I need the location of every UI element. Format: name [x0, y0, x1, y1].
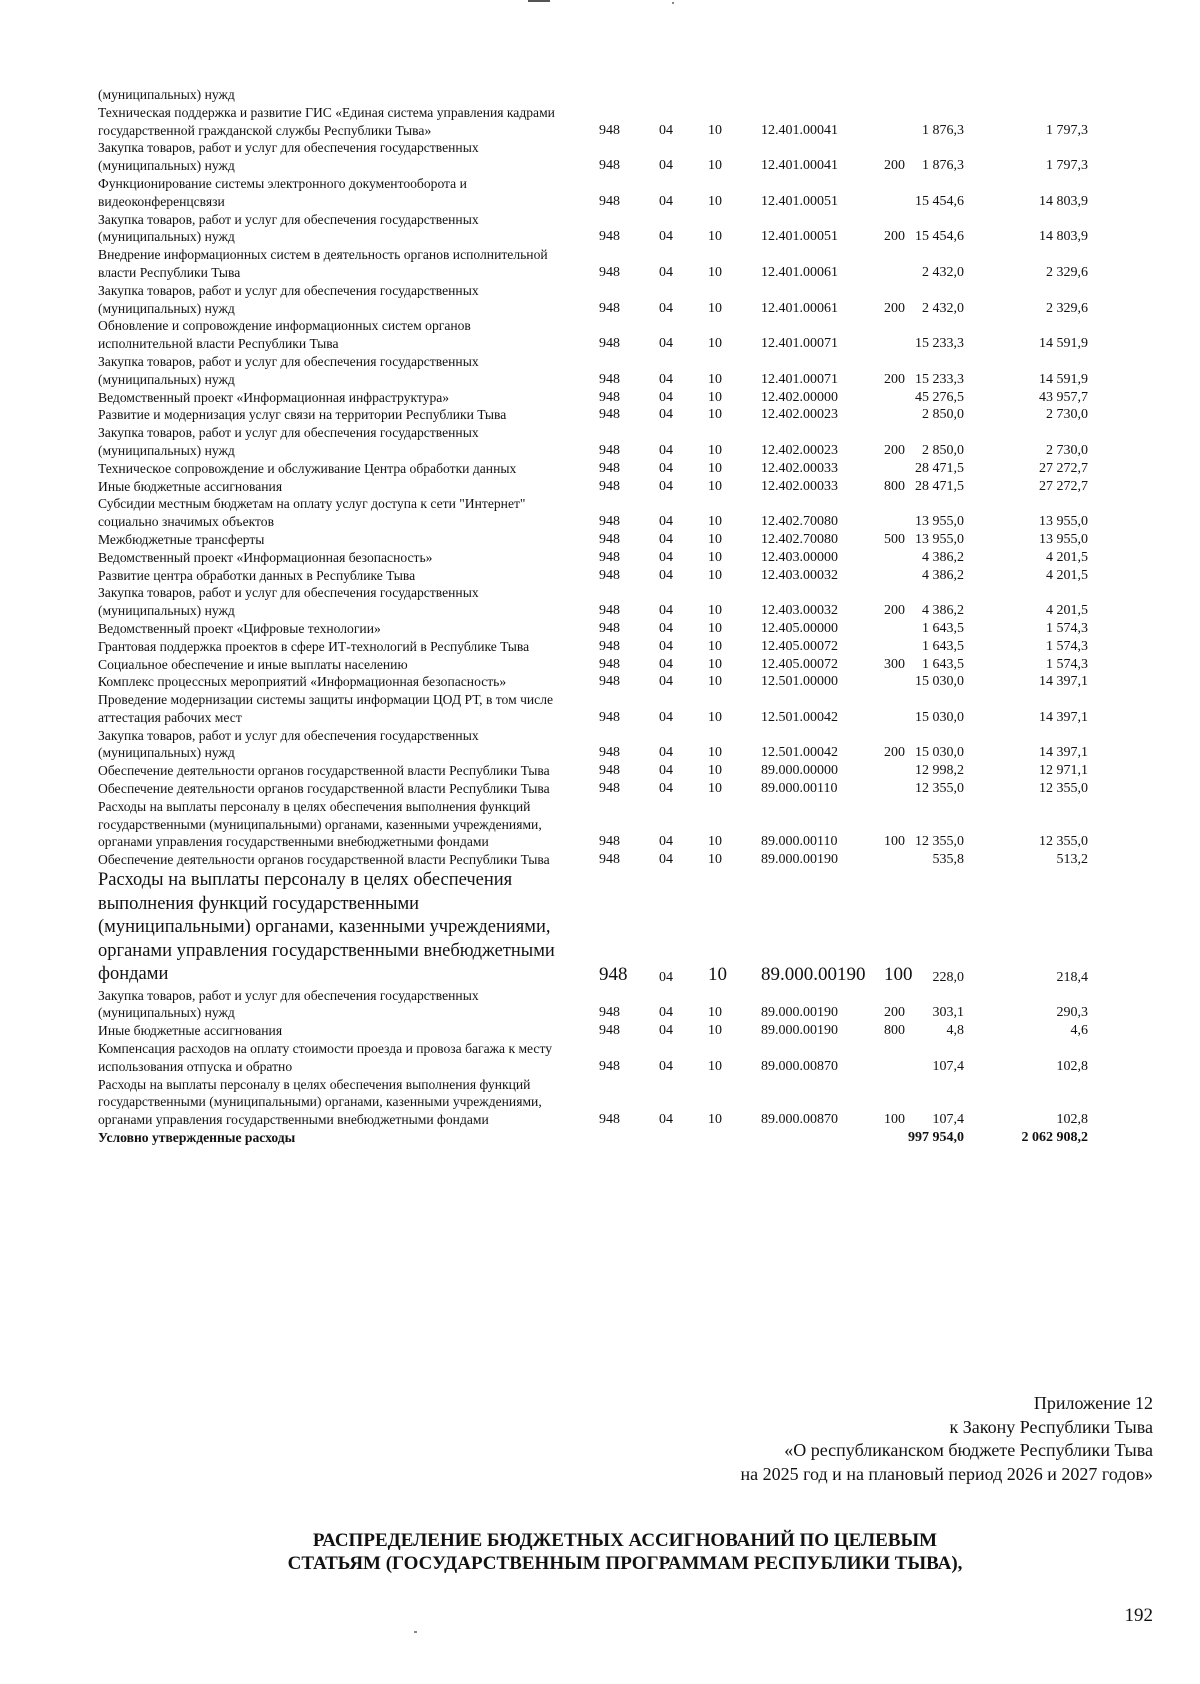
row-name: Техническое сопровождение и обслуживание Центра обработки данных [98, 460, 517, 476]
amount-2027: 2 730,0 [1046, 407, 1088, 423]
table-row [98, 638, 1158, 656]
grbs-code: 948 [599, 834, 620, 850]
amount-2026: 1 876,3 [922, 122, 964, 138]
row-name: Обеспечение деятельности органов государственной власти Республики Тыва [98, 852, 550, 868]
table-row [98, 246, 1158, 282]
section-code: 04 [659, 460, 673, 476]
table-row [98, 1022, 1158, 1040]
appendix-line: к Закону Республики Тыва [949, 1416, 1153, 1437]
grbs-code: 948 [599, 478, 620, 494]
appendix-header [740, 1392, 1153, 1486]
amount-2026: 4 386,2 [922, 603, 964, 619]
amount-2027: 14 591,9 [1039, 336, 1088, 352]
row-name: Закупка товаров, работ и услуг для обеспечения государственных (муниципальных) нужд [98, 425, 479, 458]
amount-2026: 107,4 [932, 1058, 964, 1074]
amount-2027: 14 397,1 [1039, 709, 1088, 725]
appendix-line: на 2025 год и на плановый период 2026 и 2027 годов» [740, 1463, 1153, 1484]
subsection-code: 10 [708, 193, 722, 209]
section-code: 04 [659, 1023, 673, 1039]
row-name: Условно утвержденные расходы [98, 1129, 296, 1145]
subsection-code: 10 [708, 336, 722, 352]
amount-2026: 2 432,0 [922, 264, 964, 280]
subsection-code: 10 [708, 745, 722, 761]
subsection-code: 10 [708, 1005, 722, 1021]
section-code: 04 [659, 763, 673, 779]
grbs-code: 948 [599, 1023, 620, 1039]
subsection-code: 10 [708, 442, 722, 458]
subsection-code: 10 [708, 763, 722, 779]
section-code: 04 [659, 852, 673, 868]
amount-2027: 12 355,0 [1039, 781, 1088, 797]
target-article-code: 12.401.00051 [761, 229, 838, 245]
expense-type-code: 500 [884, 531, 905, 547]
row-name: Закупка товаров, работ и услуг для обеспечения государственных (муниципальных) нужд [98, 282, 479, 316]
target-article-code: 89.000.00190 [761, 1023, 838, 1039]
table-row [98, 762, 1158, 780]
target-article-code: 12.501.00000 [761, 674, 838, 690]
section-code: 04 [659, 1112, 673, 1128]
budget-table [98, 86, 1158, 1147]
amount-2026: 535,8 [932, 852, 964, 868]
subsection-code: 10 [708, 603, 722, 619]
row-name: Закупка товаров, работ и услуг для обеспечения государственных (муниципальных) нужд [98, 727, 479, 761]
grbs-code: 948 [599, 549, 620, 565]
row-name: Развитие и модернизация услуг связи на территории Республики Тыва [98, 407, 507, 423]
table-row [98, 104, 1158, 140]
section-code: 04 [659, 300, 673, 316]
expense-type-code: 200 [884, 158, 905, 174]
amount-2027: 1 574,3 [1046, 620, 1088, 636]
grbs-code: 948 [599, 1112, 620, 1128]
subsection-code: 10 [708, 656, 722, 672]
target-article-code: 12.405.00072 [761, 638, 838, 654]
amount-2026: 28 471,5 [915, 460, 964, 476]
grbs-code: 948 [599, 638, 620, 654]
target-article-code: 12.402.00033 [761, 460, 838, 476]
grbs-code: 948 [599, 1058, 620, 1074]
table-row [98, 780, 1158, 798]
target-article-code: 12.405.00072 [761, 656, 838, 672]
table-row [98, 282, 1158, 318]
expense-type-code: 800 [884, 478, 905, 494]
section-code: 04 [659, 336, 673, 352]
target-article-code: 12.403.00032 [761, 603, 838, 619]
amount-2027: 14 397,1 [1039, 674, 1088, 690]
amount-2027: 513,2 [1056, 852, 1088, 868]
grbs-code: 948 [599, 745, 620, 761]
row-name: Обновление и сопровождение информационных систем органов исполнительной власти Республики Тыва [98, 318, 471, 352]
amount-2026: 12 998,2 [915, 763, 964, 779]
expense-type-code: 100 [884, 1112, 905, 1128]
grbs-code: 948 [599, 407, 620, 423]
expense-type-code: 200 [884, 442, 905, 458]
table-row [98, 86, 1158, 104]
grbs-code: 948 [599, 603, 620, 619]
section-code: 04 [659, 122, 673, 138]
expense-type-code: 300 [884, 656, 905, 672]
table-row [98, 798, 1158, 851]
row-name: Функционирование системы электронного документооборота и видеоконференцсвязи [98, 175, 467, 209]
amount-2027: 14 803,9 [1039, 229, 1088, 245]
section-code: 04 [659, 229, 673, 245]
subsection-code: 10 [708, 674, 722, 690]
subsection-code: 10 [708, 964, 727, 986]
subsection-code: 10 [708, 834, 722, 850]
subsection-code: 10 [708, 709, 722, 725]
grbs-code: 948 [599, 567, 620, 583]
section-code: 04 [659, 478, 673, 494]
grbs-code: 948 [599, 852, 620, 868]
section-code: 04 [659, 674, 673, 690]
appendix-line: «О республиканском бюджете Республики Тыва [784, 1440, 1153, 1460]
table-row [98, 727, 1158, 763]
target-article-code: 89.000.00190 [761, 1005, 838, 1021]
grbs-code: 948 [599, 531, 620, 547]
row-name: Грантовая поддержка проектов в сфере ИТ-технологий в Республике Тыва [98, 638, 530, 654]
target-article-code: 12.501.00042 [761, 745, 838, 761]
table-row [98, 549, 1158, 567]
row-name: Развитие центра обработки данных в Республике Тыва [98, 567, 416, 583]
table-row [98, 424, 1158, 460]
grbs-code: 948 [599, 781, 620, 797]
title-line: РАСПРЕДЕЛЕНИЕ БЮДЖЕТНЫХ АССИГНОВАНИЙ ПО ЦЕЛЕВЫМ [312, 1530, 938, 1551]
section-code: 04 [659, 1058, 673, 1074]
target-article-code: 89.000.00870 [761, 1112, 838, 1128]
amount-2027: 13 955,0 [1039, 531, 1088, 547]
subsection-code: 10 [708, 371, 722, 387]
amount-2027: 2 062 908,2 [1021, 1129, 1088, 1145]
amount-2026: 1 643,5 [922, 656, 964, 672]
amount-2026: 13 955,0 [915, 514, 964, 530]
amount-2027: 2 329,6 [1046, 264, 1088, 280]
amount-2027: 218,4 [1056, 969, 1088, 985]
amount-2026: 4 386,2 [922, 567, 964, 583]
table-row [98, 851, 1158, 869]
row-name: Ведомственный проект «Информационная безопасность» [98, 549, 433, 565]
row-name: Внедрение информационных систем в деятельность органов исполнительной власти Республики Тыва [98, 247, 548, 280]
subsection-code: 10 [708, 1023, 722, 1039]
subsection-code: 10 [708, 531, 722, 547]
expense-type-code: 100 [884, 964, 913, 986]
table-row [98, 495, 1158, 531]
section-code: 04 [659, 371, 673, 387]
amount-2027: 27 272,7 [1039, 478, 1088, 494]
scan-mark [528, 0, 550, 2]
scan-speck [672, 2, 674, 4]
grbs-code: 948 [599, 514, 620, 530]
section-code: 04 [659, 514, 673, 530]
amount-2027: 43 957,7 [1039, 389, 1088, 405]
row-name: Иные бюджетные ассигнования [98, 1023, 283, 1039]
table-row [98, 460, 1158, 478]
target-article-code: 12.402.70080 [761, 531, 838, 547]
target-article-code: 12.402.00033 [761, 478, 838, 494]
subsection-code: 10 [708, 478, 722, 494]
grbs-code: 948 [599, 656, 620, 672]
target-article-code: 12.401.00071 [761, 336, 838, 352]
expense-type-code: 200 [884, 603, 905, 619]
row-name: Закупка товаров, работ и услуг для обеспечения государственных (муниципальных) нужд [98, 140, 479, 174]
grbs-code: 948 [599, 964, 628, 986]
subsection-code: 10 [708, 460, 722, 476]
expense-type-code: 200 [884, 229, 905, 245]
table-row [98, 353, 1158, 389]
row-name: Ведомственный проект «Информационная инфраструктура» [98, 389, 450, 405]
section-code: 04 [659, 709, 673, 725]
expense-type-code: 200 [884, 371, 905, 387]
table-row [98, 691, 1158, 727]
row-name: Ведомственный проект «Цифровые технологии» [98, 620, 381, 636]
amount-2026: 4 386,2 [922, 549, 964, 565]
amount-2026: 1 643,5 [922, 638, 964, 654]
target-article-code: 12.402.00023 [761, 407, 838, 423]
target-article-code: 12.403.00000 [761, 549, 838, 565]
grbs-code: 948 [599, 229, 620, 245]
title-line: СТАТЬЯМ (ГОСУДАРСТВЕННЫМ ПРОГРАММАМ РЕСПУБЛИКИ ТЫВА), [287, 1553, 963, 1574]
amount-2026: 228,0 [932, 969, 964, 985]
section-code: 04 [659, 193, 673, 209]
grbs-code: 948 [599, 674, 620, 690]
amount-2027: 4 201,5 [1046, 567, 1088, 583]
grbs-code: 948 [599, 709, 620, 725]
page-number: 192 [1124, 1605, 1153, 1626]
amount-2027: 13 955,0 [1039, 514, 1088, 530]
target-article-code: 12.402.00023 [761, 442, 838, 458]
section-code: 04 [659, 620, 673, 636]
row-name: Закупка товаров, работ и услуг для обеспечения государственных (муниципальных) нужд [98, 987, 479, 1021]
amount-2026: 15 233,3 [915, 336, 964, 352]
row-name: Иные бюджетные ассигнования [98, 478, 283, 494]
appendix-line: Приложение 12 [1033, 1393, 1153, 1413]
amount-2027: 4 201,5 [1046, 603, 1088, 619]
grbs-code: 948 [599, 300, 620, 316]
expense-type-code: 100 [884, 834, 905, 850]
amount-2027: 102,8 [1056, 1058, 1088, 1074]
amount-2026: 15 030,0 [915, 745, 964, 761]
amount-2026: 12 355,0 [915, 834, 964, 850]
section-code: 04 [659, 158, 673, 174]
amount-2026: 997 954,0 [908, 1129, 964, 1145]
row-name: Закупка товаров, работ и услуг для обеспечения государственных (муниципальных) нужд [98, 353, 479, 387]
grbs-code: 948 [599, 763, 620, 779]
row-name: Межбюджетные трансферты [98, 531, 265, 547]
table-row [98, 620, 1158, 638]
section-code: 04 [659, 264, 673, 280]
amount-2026: 28 471,5 [915, 478, 964, 494]
target-article-code: 89.000.00110 [761, 834, 838, 850]
table-row [98, 584, 1158, 620]
table-row [98, 656, 1158, 674]
amount-2027: 12 355,0 [1039, 834, 1088, 850]
amount-2027: 1 574,3 [1046, 656, 1088, 672]
section-code: 04 [659, 781, 673, 797]
section-code: 04 [659, 389, 673, 405]
amount-2026: 2 432,0 [922, 300, 964, 316]
row-name: Техническая поддержка и развитие ГИС «Единая система управления кадрами государственной гражданской службы Республики Тыва» [98, 104, 555, 138]
document-title [120, 1529, 1130, 1575]
row-name: Субсидии местным бюджетам на оплату услуг доступа к сети "Интернет" социально значимых объектов [98, 496, 526, 530]
table-row [98, 673, 1158, 691]
target-article-code: 12.401.00041 [761, 122, 838, 138]
row-name: Социальное обеспечение и иные выплаты населению [98, 656, 408, 672]
subsection-code: 10 [708, 122, 722, 138]
table-row [98, 1040, 1158, 1076]
target-article-code: 12.401.00071 [761, 371, 838, 387]
section-code: 04 [659, 969, 673, 985]
expense-type-code: 200 [884, 300, 905, 316]
amount-2026: 12 355,0 [915, 781, 964, 797]
table-row [98, 531, 1158, 549]
row-name: Проведение модернизации системы защиты информации ЦОД РТ, в том числе аттестация рабочих мест [98, 692, 554, 725]
subsection-code: 10 [708, 620, 722, 636]
target-article-code: 89.000.00190 [761, 964, 866, 986]
table-row [98, 1076, 1158, 1129]
grbs-code: 948 [599, 158, 620, 174]
amount-2026: 15 233,3 [915, 371, 964, 387]
section-code: 04 [659, 407, 673, 423]
subsection-code: 10 [708, 407, 722, 423]
amount-2027: 4,6 [1070, 1023, 1088, 1039]
amount-2027: 14 397,1 [1039, 745, 1088, 761]
row-name: Обеспечение деятельности органов государственной власти Республики Тыва [98, 781, 550, 797]
amount-2027: 14 803,9 [1039, 193, 1088, 209]
amount-2027: 2 329,6 [1046, 300, 1088, 316]
section-code: 04 [659, 638, 673, 654]
amount-2026: 303,1 [932, 1005, 964, 1021]
subsection-code: 10 [708, 549, 722, 565]
table-row [98, 175, 1158, 211]
subsection-code: 10 [708, 852, 722, 868]
section-code: 04 [659, 834, 673, 850]
row-name: Комплекс процессных мероприятий «Информационная безопасность» [98, 674, 507, 690]
amount-2027: 27 272,7 [1039, 460, 1088, 476]
section-code: 04 [659, 656, 673, 672]
grbs-code: 948 [599, 460, 620, 476]
amount-2027: 4 201,5 [1046, 549, 1088, 565]
subsection-code: 10 [708, 264, 722, 280]
target-article-code: 89.000.00110 [761, 781, 838, 797]
target-article-code: 12.402.00000 [761, 389, 838, 405]
amount-2026: 1 876,3 [922, 158, 964, 174]
row-name: Расходы на выплаты персоналу в целях обеспечения выполнения функций государственными (муниципальными) органами, казенными учреждениями, органами управления государственными внебюджетными фондами [98, 870, 555, 985]
target-article-code: 12.401.00051 [761, 193, 838, 209]
table-row [98, 139, 1158, 175]
subsection-code: 10 [708, 389, 722, 405]
grbs-code: 948 [599, 620, 620, 636]
target-article-code: 12.401.00041 [761, 158, 838, 174]
amount-2026: 2 850,0 [922, 442, 964, 458]
target-article-code: 12.405.00000 [761, 620, 838, 636]
target-article-code: 12.401.00061 [761, 300, 838, 316]
target-article-code: 12.403.00032 [761, 567, 838, 583]
amount-2026: 45 276,5 [915, 389, 964, 405]
amount-2027: 102,8 [1056, 1112, 1088, 1128]
subsection-code: 10 [708, 514, 722, 530]
amount-2026: 15 454,6 [915, 229, 964, 245]
subsection-code: 10 [708, 158, 722, 174]
table-row [98, 389, 1158, 407]
section-code: 04 [659, 549, 673, 565]
table-row [98, 987, 1158, 1023]
target-article-code: 89.000.00870 [761, 1058, 838, 1074]
grbs-code: 948 [599, 193, 620, 209]
amount-2026: 107,4 [932, 1112, 964, 1128]
grbs-code: 948 [599, 264, 620, 280]
section-code: 04 [659, 531, 673, 547]
grbs-code: 948 [599, 389, 620, 405]
amount-2027: 12 971,1 [1039, 763, 1088, 779]
amount-2027: 14 591,9 [1039, 371, 1088, 387]
amount-2026: 15 454,6 [915, 193, 964, 209]
amount-2027: 1 574,3 [1046, 638, 1088, 654]
subsection-code: 10 [708, 638, 722, 654]
amount-2026: 15 030,0 [915, 709, 964, 725]
table-row [98, 211, 1158, 247]
table-row [98, 317, 1158, 353]
amount-2027: 2 730,0 [1046, 442, 1088, 458]
row-name: Компенсация расходов на оплату стоимости проезда и провоза багажа к месту использования отпуска и обратно [98, 1040, 553, 1074]
amount-2027: 1 797,3 [1046, 122, 1088, 138]
subsection-code: 10 [708, 229, 722, 245]
row-name: Расходы на выплаты персоналу в целях обеспечения выполнения функций государственными (муниципальными) органами, казенными учреждениями, органами управления государственными внебюджетными фондами [98, 798, 542, 850]
subsection-code: 10 [708, 781, 722, 797]
section-code: 04 [659, 745, 673, 761]
amount-2026: 13 955,0 [915, 531, 964, 547]
grbs-code: 948 [599, 1005, 620, 1021]
grbs-code: 948 [599, 122, 620, 138]
row-name: Закупка товаров, работ и услуг для обеспечения государственных (муниципальных) нужд [98, 585, 479, 619]
expense-type-code: 200 [884, 745, 905, 761]
subsection-code: 10 [708, 1112, 722, 1128]
total-row [98, 1129, 1158, 1147]
grbs-code: 948 [599, 336, 620, 352]
amount-2026: 15 030,0 [915, 674, 964, 690]
section-code: 04 [659, 567, 673, 583]
amount-2027: 1 797,3 [1046, 158, 1088, 174]
row-name: Расходы на выплаты персоналу в целях обеспечения выполнения функций государственными (муниципальными) органами, казенными учреждениями, органами управления государственными внебюджетными фондами [98, 1076, 542, 1128]
target-article-code: 12.402.70080 [761, 514, 838, 530]
amount-2026: 2 850,0 [922, 407, 964, 423]
amount-2027: 290,3 [1056, 1005, 1088, 1021]
table-row [98, 406, 1158, 424]
table-row [98, 869, 1158, 987]
table-row [98, 478, 1158, 496]
row-name: (муниципальных) нужд [98, 87, 235, 102]
subsection-code: 10 [708, 567, 722, 583]
table-row [98, 567, 1158, 585]
section-code: 04 [659, 442, 673, 458]
subsection-code: 10 [708, 300, 722, 316]
row-name: Закупка товаров, работ и услуг для обеспечения государственных (муниципальных) нужд [98, 211, 479, 245]
target-article-code: 12.501.00042 [761, 709, 838, 725]
amount-2026: 1 643,5 [922, 620, 964, 636]
amount-2026: 4,8 [946, 1023, 964, 1039]
expense-type-code: 800 [884, 1023, 905, 1039]
target-article-code: 89.000.00190 [761, 852, 838, 868]
section-code: 04 [659, 1005, 673, 1021]
target-article-code: 12.401.00061 [761, 264, 838, 280]
section-code: 04 [659, 603, 673, 619]
subsection-code: 10 [708, 1058, 722, 1074]
grbs-code: 948 [599, 442, 620, 458]
row-name: Обеспечение деятельности органов государственной власти Республики Тыва [98, 763, 550, 779]
grbs-code: 948 [599, 371, 620, 387]
target-article-code: 89.000.00000 [761, 763, 838, 779]
scan-speck [414, 1631, 417, 1633]
expense-type-code: 200 [884, 1005, 905, 1021]
